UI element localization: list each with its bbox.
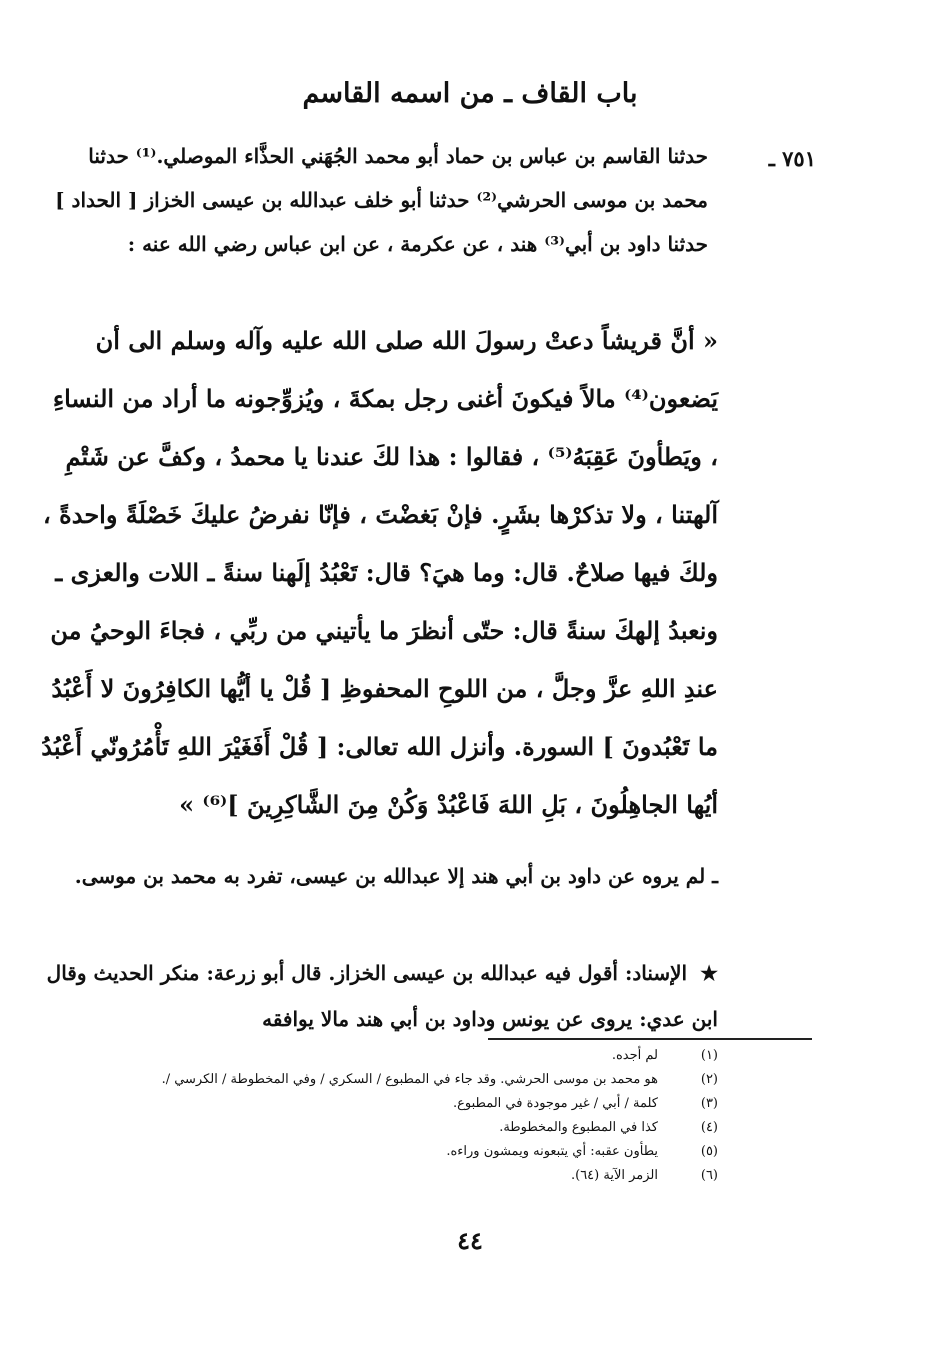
footnote-text: كذا في المطبوع والمخطوطة. bbox=[499, 1120, 658, 1135]
star-icon: ★ bbox=[700, 961, 718, 985]
footnote-number: (٢) bbox=[700, 1072, 718, 1087]
footnote-text: يطأون عقبه: أي يتبعونه ويمشون وراءه. bbox=[446, 1144, 658, 1159]
footnote-number: (٤) bbox=[700, 1120, 718, 1135]
footnote bbox=[40, 1164, 718, 1188]
hadith-matn: « أنَّ قريشاً دعتْ رسولَ الله صلى الله عليه وآله وسلم الى أن يَضعون⁽⁴⁾ مالاً فيكونَ أغنى رجل بمكةَ ، ويُزوِّجونه ما أراد من النساءِ ، ويَطأونَ عَقِبَهُ⁽⁵⁾ ، فقالوا : هذا لكَ عندنا يا محمدُ ، وكفَّ عن شَتْمِ آلهتنا ، ولا تذكرْها بشَرٍ. فإنْ بَغضْتَ ، فإنّا نفرضُ عليكَ خَصْلَةً واحدةً ، ولكَ فيها صلاحٌ. قال: وما هيَ؟ قال: تَعْبُدُ إلَهنا سنةً ـ اللات والعزى ـ ونعبدُ إلهكَ سنةً قال: حتّى أنظرَ ما يأتيني من ربِّي ، فجاءَ الوحيُ من عندِ اللهِ عزَّ وجلَّ ، من اللوحِ المحفوظِ [ قُلْ يا أيُّها الكافِرُونَ لا أَعْبُدُ ما تَعْبُدونَ ] السورة. وأنزل الله تعالى: [ قُلْ أَفَغَيْرَ اللهِ تَأْمُرُونّي أَعْبُدُ أيُها الجاهِلُونَ ، بَلِ اللهَ فَاعْبُدْ وَكُنْ مِنَ الشَّاكِرِينَ ]⁽⁶⁾ » bbox=[41, 326, 718, 819]
hadith-isnad: حدثنا القاسم بن عباس بن حماد أبو محمد الجُهَني الحذَّاء الموصلي.⁽¹⁾ حدثنا محمد بن موسى الحرشي⁽²⁾ حدثنا أبو خلف عبدالله بن عيسى الخزاز [ الحداد ] حدثنا داود بن أبي⁽³⁾ هند ، عن عكرمة ، عن ابن عباس رضي الله عنه : bbox=[55, 144, 708, 256]
footnote bbox=[40, 1044, 718, 1068]
page-number: ٤٤ bbox=[457, 1226, 483, 1255]
hadith-number: ٧٥١ ـ bbox=[768, 146, 816, 171]
footnote-number: (٦) bbox=[700, 1168, 718, 1183]
chapter-title: باب القاف ـ من اسمه القاسم bbox=[302, 78, 638, 109]
footnote bbox=[40, 1116, 718, 1140]
grading-label: الإسناد: bbox=[624, 961, 688, 985]
footnotes bbox=[40, 1044, 718, 1188]
footnote bbox=[40, 1092, 718, 1116]
footnote-text: هو محمد بن موسى الحرشي. وقد جاء في المطبوع / السكري / وفي المخطوطة / الكرسي /. bbox=[161, 1072, 658, 1087]
footnote-number: (٥) bbox=[700, 1144, 718, 1159]
footnote-number: (٣) bbox=[700, 1096, 718, 1111]
grading-text: أقول فيه عبدالله بن عيسى الخزاز. قال أبو زرعة: منكر الحديث وقال ابن عدي: يروى عن يونس وداود بن أبي هند مالا يوافقه bbox=[46, 961, 718, 1031]
footnote-text: كلمة / أبي / غير موجودة في المطبوع. bbox=[453, 1096, 658, 1111]
footnote-text: الزمر الآية (٦٤). bbox=[570, 1168, 658, 1183]
footnote-text: لم أجده. bbox=[611, 1048, 658, 1063]
hadith-note: ـ لم يروه عن داود بن أبي هند إلا عبدالله بن عيسى، تفرد به محمد بن موسى. bbox=[74, 864, 718, 888]
footnote-number: (١) bbox=[700, 1048, 718, 1063]
footnote bbox=[40, 1068, 718, 1092]
footnote-divider bbox=[488, 1038, 812, 1040]
isnad-grading bbox=[40, 950, 718, 1042]
footnote bbox=[40, 1140, 718, 1164]
